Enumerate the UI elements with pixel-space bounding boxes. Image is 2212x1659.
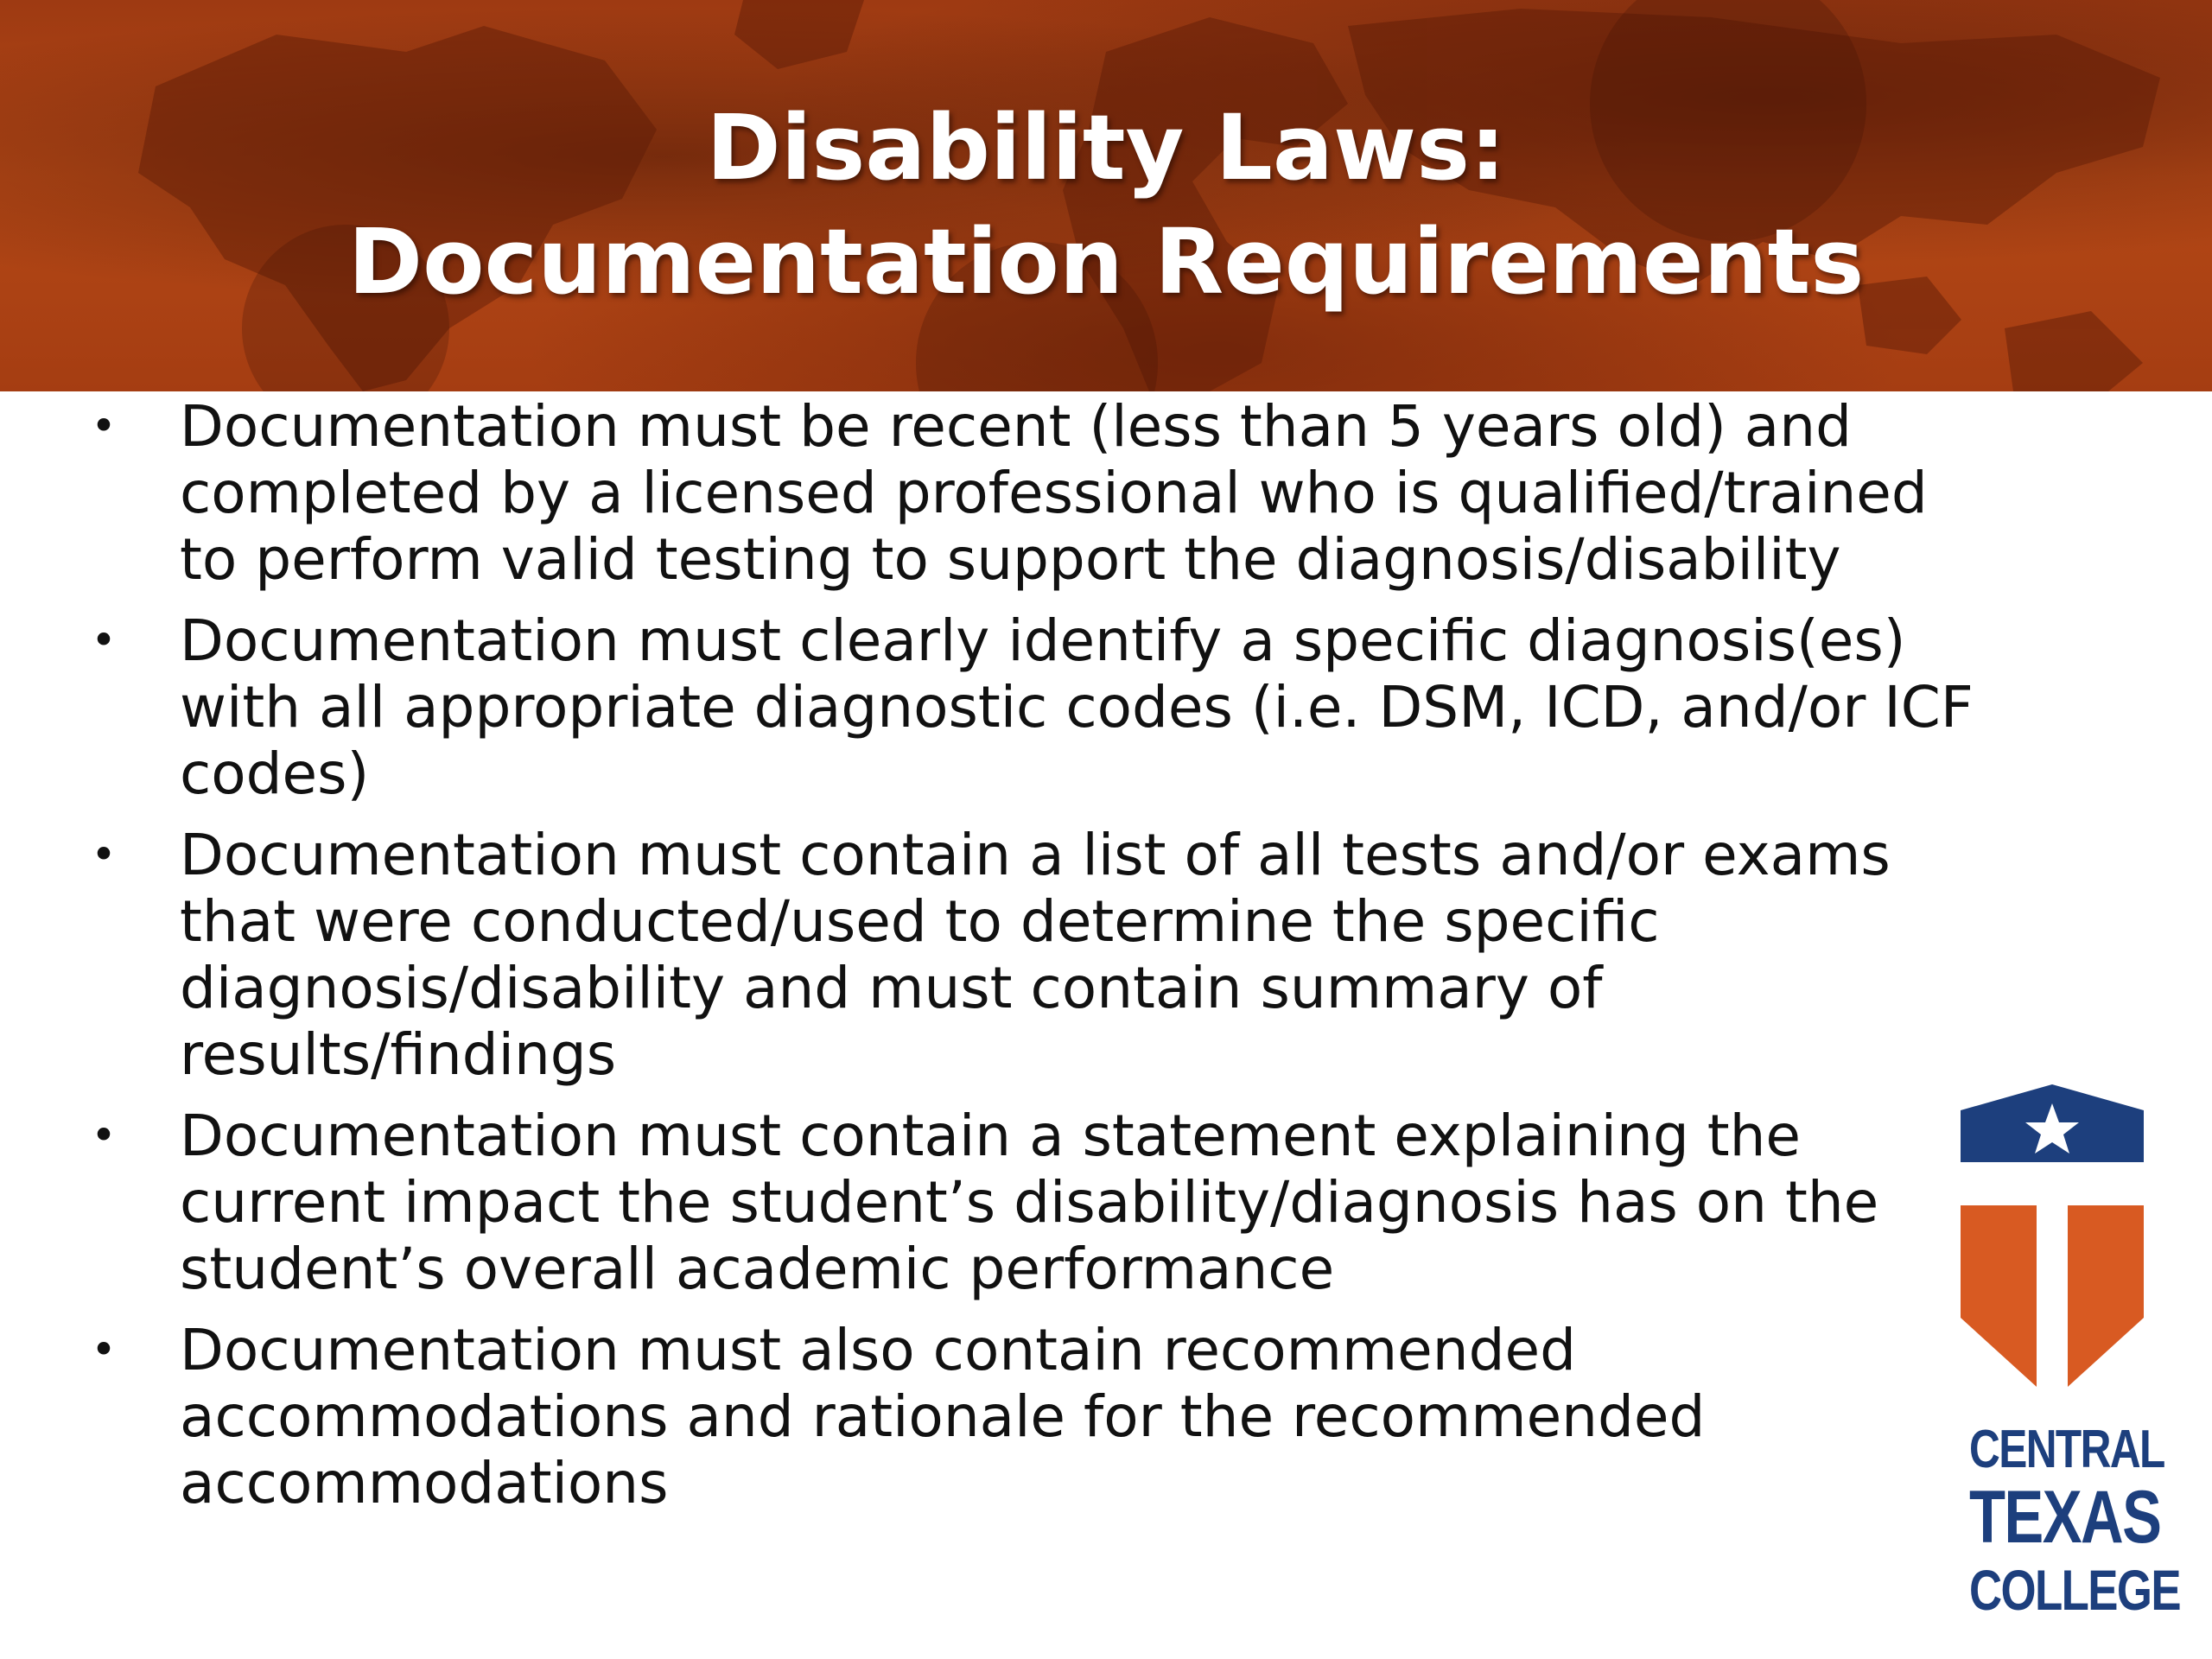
bullet-list xyxy=(86,393,1987,1531)
list-item xyxy=(86,607,1987,807)
logo-text-central: CENTRAL xyxy=(1969,1420,2164,1479)
bullet-text: Documentation must clearly identify a specific diagnosis(es) with all appropriate diagnostic codes (i.e. DSM, ICD, and/or ICF codes) xyxy=(180,607,1974,807)
bullet-text: Documentation must also contain recommended accommodations and rationale for the recommended accommodations xyxy=(180,1317,1706,1516)
bullet-text: Documentation must be recent (less than 5 years old) and completed by a licensed professional who is qualified/trained to perform valid testing to support the diagnosis/disability xyxy=(180,393,1928,593)
bullet-icon: • xyxy=(91,615,117,665)
bullet-icon: • xyxy=(91,830,117,880)
logo-text-texas: TEXAS xyxy=(1969,1476,2161,1559)
list-item xyxy=(86,393,1987,593)
bullet-icon: • xyxy=(91,1110,117,1160)
list-item xyxy=(86,1317,1987,1516)
bullet-icon: • xyxy=(91,401,117,451)
logo-emblem-icon xyxy=(1948,1084,2156,1413)
bullet-text: Documentation must contain a list of all tests and/or exams that were conducted/used to determine the specific diagnosis/disability and must contain summary of results/findings xyxy=(180,822,1891,1088)
list-item xyxy=(86,822,1987,1088)
list-item xyxy=(86,1103,1987,1302)
logo-text-college: COLLEGE xyxy=(1969,1558,2181,1622)
title-line-1: Disability Laws: xyxy=(706,95,1506,200)
bullet-text: Documentation must contain a statement explaining the current impact the student’s disability/diagnosis has on the student’s overall academic performance xyxy=(180,1103,1879,1302)
slide-title xyxy=(0,91,2212,319)
header-banner xyxy=(0,0,2212,391)
bullet-icon: • xyxy=(91,1325,117,1375)
central-texas-college-logo xyxy=(1948,1084,2181,1629)
title-line-2: Documentation Requirements xyxy=(347,209,1865,315)
